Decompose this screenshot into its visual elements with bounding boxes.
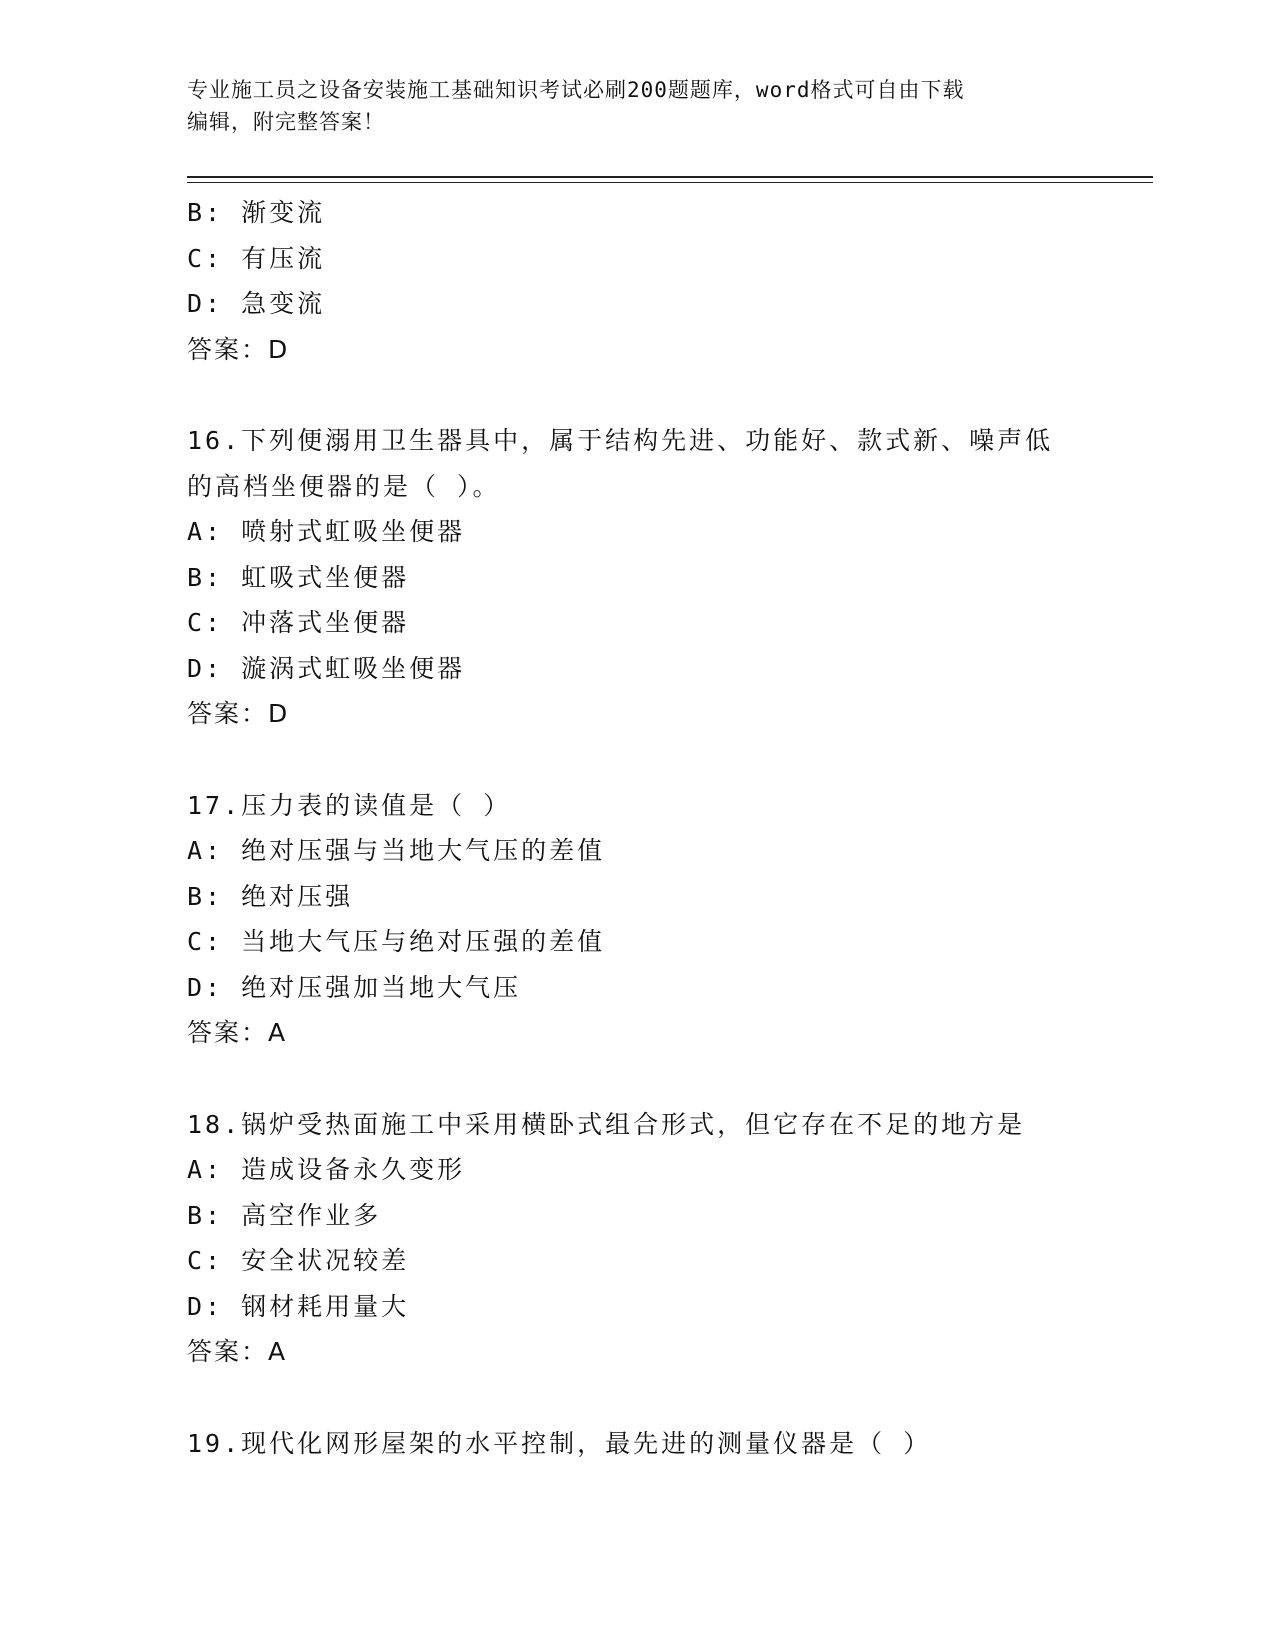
option-a: A: 绝对压强与当地大气压的差值 — [187, 836, 606, 865]
option-c: C: 冲落式坐便器 — [187, 608, 410, 637]
option-b: B: 高空作业多 — [187, 1200, 382, 1230]
question-15 — [187, 190, 1087, 372]
question-16 — [187, 418, 1087, 737]
question-list — [187, 190, 1087, 1466]
option-c: C: 安全状况较差 — [187, 1246, 410, 1275]
answer: 答案：A — [187, 1337, 288, 1366]
option-d: D: 钢材耗用量大 — [187, 1291, 410, 1321]
option-a: A: 喷射式虹吸坐便器 — [187, 517, 466, 546]
option-b: B: 虹吸式坐便器 — [187, 562, 410, 592]
option-c: C: 当地大气压与绝对压强的差值 — [187, 927, 606, 956]
header-line-2: 编辑，附完整答案！ — [187, 110, 385, 134]
header-line-1: 专业施工员之设备安装施工基础知识考试必刷200题题库，word格式可自由下载 — [187, 78, 965, 102]
option-d: D: 绝对压强加当地大气压 — [187, 972, 522, 1002]
answer: 答案：D — [187, 699, 290, 728]
question-17 — [187, 783, 1087, 1056]
option-b: B: 渐变流 — [187, 198, 326, 227]
question-stem: 17.压力表的读值是（ ） — [187, 790, 512, 820]
option-d: D: 急变流 — [187, 289, 326, 318]
option-a: A: 造成设备永久变形 — [187, 1155, 466, 1184]
question-stem: 18.锅炉受热面施工中采用横卧式组合形式，但它存在不足的地方是 — [187, 1109, 1026, 1139]
header-rule-thick — [187, 176, 1153, 178]
option-d: D: 漩涡式虹吸坐便器 — [187, 653, 466, 683]
question-stem: 19.现代化网形屋架的水平控制，最先进的测量仪器是（ ） — [187, 1428, 932, 1458]
question-stem: 16.下列便溺用卫生器具中，属于结构先进、功能好、款式新、噪声低 — [187, 426, 1054, 455]
answer: 答案：A — [187, 1018, 288, 1047]
option-c: C: 有压流 — [187, 243, 326, 273]
document-header — [187, 74, 1087, 138]
header-rule-thin — [187, 182, 1153, 183]
answer: 答案：D — [187, 334, 290, 364]
question-stem-cont: 的高档坐便器的是（ ）。 — [187, 471, 501, 501]
question-18 — [187, 1102, 1087, 1375]
question-19 — [187, 1421, 1087, 1467]
option-b: B: 绝对压强 — [187, 881, 354, 911]
